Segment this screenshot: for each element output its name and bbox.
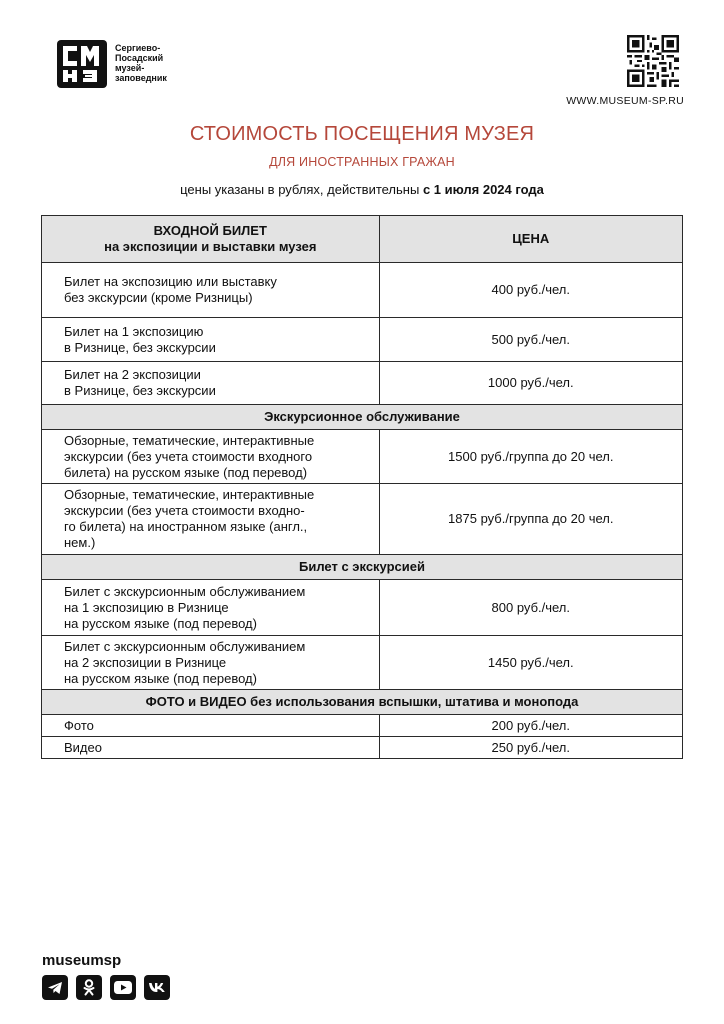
row-name — [42, 484, 380, 555]
row-name-line: на русском языке (под перевод) — [64, 615, 257, 631]
social-links — [42, 975, 170, 1000]
row-name-line: Фото — [64, 717, 94, 733]
section-photo-title: ФОТО и ВИДЕО без использования вспышки, штатива и монопода — [42, 690, 683, 715]
row-price: 800 руб./чел. — [379, 580, 682, 636]
row-name-line: в Ризнице, без экскурсии — [64, 339, 216, 355]
section-row-excursion — [42, 405, 683, 430]
row-price: 250 руб./чел. — [379, 737, 682, 759]
row-price: 1500 руб./группа до 20 чел. — [379, 430, 682, 484]
row-name-line: на русском языке (под перевод) — [64, 670, 257, 686]
section-excursion-title: Экскурсионное обслуживание — [42, 405, 683, 430]
museum-name-line: музей- — [115, 63, 145, 73]
table-row — [42, 580, 683, 636]
row-name-line: Обзорные, тематические, интерактивные — [64, 432, 315, 448]
telegram-icon[interactable] — [42, 975, 68, 1000]
section-row-photo — [42, 690, 683, 715]
row-name-line: без экскурсии (кроме Ризницы) — [64, 290, 253, 305]
museum-name-line: Посадский — [115, 53, 164, 63]
header-ticket-subtitle: на экспозиции и выставки музея — [104, 239, 317, 254]
validity-note-text: цены указаны в рублях, действительны — [180, 182, 423, 197]
row-price: 1450 руб./чел. — [379, 636, 682, 690]
row-name-line: нем.) — [64, 535, 96, 550]
row-name-line: на 1 экспозицию в Ризнице — [64, 599, 229, 615]
row-name-line: в Ризнице, без экскурсии — [64, 383, 216, 398]
row-name — [42, 362, 380, 405]
page-subtitle: ДЛЯ ИНОСТРАННЫХ ГРАЖАН — [269, 155, 455, 169]
website-link[interactable]: WWW.MUSEUM-SP.RU — [566, 95, 684, 107]
museum-name-line: заповедник — [115, 73, 167, 83]
row-name — [42, 580, 380, 636]
table-row — [42, 362, 683, 405]
table-row — [42, 737, 683, 759]
row-price: 500 руб./чел. — [379, 318, 682, 362]
header-price: ЦЕНА — [379, 216, 682, 263]
row-name — [42, 715, 380, 737]
validity-date: с 1 июля 2024 года — [422, 182, 544, 197]
header-ticket — [42, 216, 380, 263]
row-name-line: Видео — [64, 739, 102, 755]
youtube-icon[interactable] — [110, 975, 136, 1000]
row-name — [42, 737, 380, 759]
table-row — [42, 263, 683, 318]
row-name — [42, 636, 380, 690]
row-name-line: Билет с экскурсионным обслуживанием — [64, 583, 306, 599]
section-row-ticket-excursion — [42, 555, 683, 580]
row-name-line: Билет на 2 экспозиции — [64, 367, 201, 382]
row-name — [42, 318, 380, 362]
odnoklassniki-icon[interactable] — [76, 975, 102, 1000]
table-row — [42, 484, 683, 555]
museum-logo-mark — [57, 40, 107, 88]
row-name-line: Билет на экспозицию или выставку — [64, 274, 277, 289]
row-price: 1875 руб./группа до 20 чел. — [379, 484, 682, 555]
row-name-line: экскурсии (без учета стоимости входно- — [64, 503, 305, 518]
vk-icon[interactable] — [144, 975, 170, 1000]
table-row — [42, 318, 683, 362]
qr-code — [627, 35, 679, 87]
price-table — [41, 215, 683, 759]
row-name-line: экскурсии (без учета стоимости входного — [64, 448, 313, 464]
row-name-line: Билет на 1 экспозицию — [64, 323, 204, 339]
row-name-line: на 2 экспозиции в Ризнице — [64, 654, 227, 670]
museum-name — [115, 43, 195, 83]
table-row — [42, 430, 683, 484]
row-name — [42, 430, 380, 484]
row-name-line: билета) на русском языке (под перевод) — [64, 464, 308, 480]
social-handle: museumsp — [42, 952, 122, 969]
row-name — [42, 263, 380, 318]
row-name-line: Билет с экскурсионным обслуживанием — [64, 638, 306, 654]
row-price: 1000 руб./чел. — [379, 362, 682, 405]
validity-note — [0, 182, 724, 197]
row-name-line: го билета) на иностранном языке (англ., — [64, 519, 308, 534]
section-ticket-excursion-title: Билет с экскурсией — [42, 555, 683, 580]
header-ticket-title: ВХОДНОЙ БИЛЕТ — [153, 223, 267, 238]
table-header-row — [42, 216, 683, 263]
row-name-line: Обзорные, тематические, интерактивные — [64, 487, 315, 502]
row-price: 400 руб./чел. — [379, 263, 682, 318]
table-row — [42, 715, 683, 737]
table-row — [42, 636, 683, 690]
page-title: СТОИМОСТЬ ПОСЕЩЕНИЯ МУЗЕЯ — [189, 123, 535, 145]
museum-name-line: Сергиево- — [115, 43, 161, 53]
museum-logo — [57, 40, 195, 88]
row-price: 200 руб./чел. — [379, 715, 682, 737]
